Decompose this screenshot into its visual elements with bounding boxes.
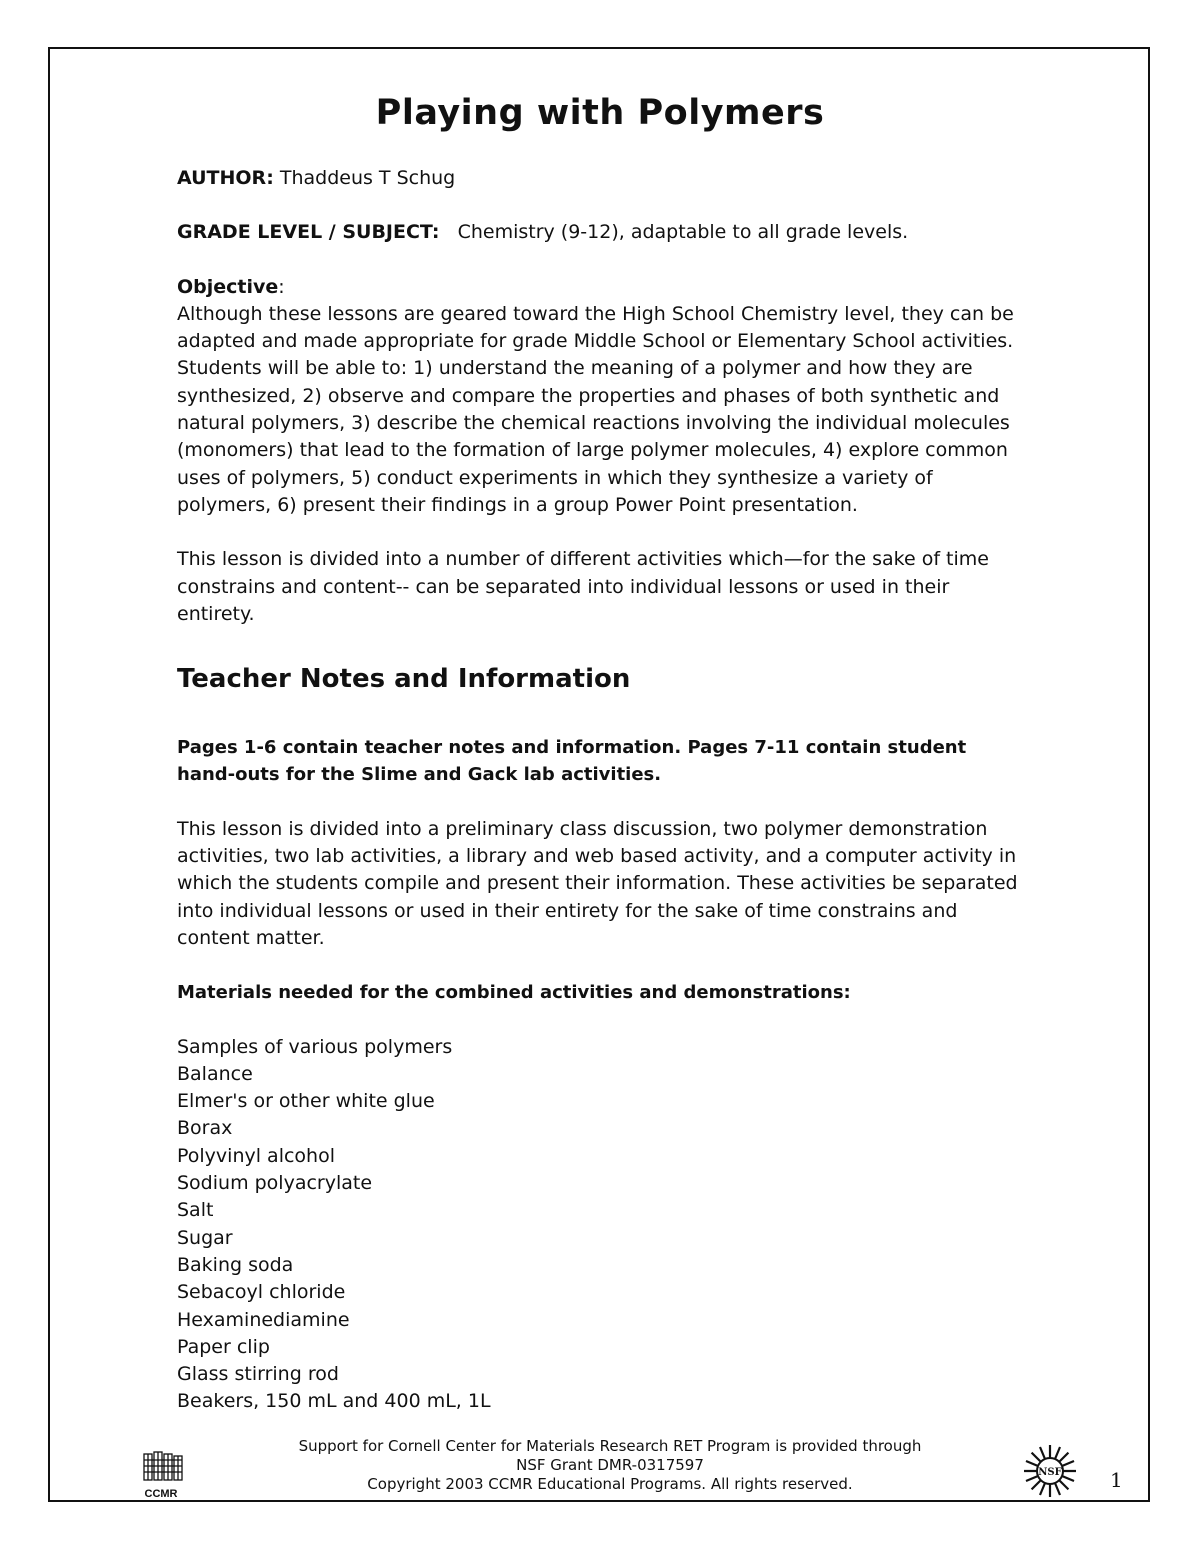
document-body xyxy=(177,165,1027,1416)
nsf-logo-icon xyxy=(1022,1443,1078,1499)
page-number: 1 xyxy=(1110,1468,1123,1492)
page-title: Playing with Polymers xyxy=(375,93,825,133)
list-item: Sebacoyl chloride xyxy=(177,1281,346,1304)
materials-heading: Materials needed for the combined activities and demonstrations: xyxy=(177,982,851,1004)
footer-line-1: Support for Cornell Center for Materials Research RET Program is provided through xyxy=(298,1437,922,1455)
author-value: Thaddeus T Schug xyxy=(279,167,456,189)
list-item: Sugar xyxy=(177,1226,233,1249)
materials-list xyxy=(177,1034,1027,1416)
objective-label: Objective xyxy=(177,275,279,298)
grade-line xyxy=(177,219,1027,246)
list-item: Elmer's or other white glue xyxy=(177,1090,435,1113)
objective-heading xyxy=(177,274,1027,301)
list-item: Glass stirring rod xyxy=(177,1363,339,1386)
footer-line-2: NSF Grant DMR-0317597 xyxy=(516,1456,704,1474)
list-item: Hexaminediamine xyxy=(177,1308,350,1331)
author-line xyxy=(177,165,1027,192)
footer xyxy=(240,1437,980,1494)
lesson-paragraph: This lesson is divided into a preliminary class discussion, two polymer demonstration activities, two lab activities, a library and web based activity, and a computer activity in which the students compile and present their information. These activities be separated into individual lessons or used in their entirety for the sake of time constrains and content matter. xyxy=(177,817,1018,949)
list-item: Polyvinyl alcohol xyxy=(177,1144,335,1167)
list-item: Borax xyxy=(177,1117,233,1140)
nsf-logo-text: NSF xyxy=(1038,1467,1062,1478)
list-item: Paper clip xyxy=(177,1335,270,1358)
list-item: Balance xyxy=(177,1062,253,1085)
footer-line-3: Copyright 2003 CCMR Educational Programs. All rights reserved. xyxy=(367,1475,853,1493)
section-heading: Teacher Notes and Information xyxy=(177,664,631,695)
ccmr-logo-text: CCMR xyxy=(144,1488,178,1500)
list-item: Beakers, 150 mL and 400 mL, 1L xyxy=(177,1390,491,1413)
list-item: Sodium polyacrylate xyxy=(177,1172,373,1195)
list-item: Baking soda xyxy=(177,1253,294,1276)
objective-paragraph: Although these lessons are geared toward the High School Chemistry level, they can be adapted and made appropriate for grade Middle School or Elementary School activities. Students will be able to: 1) understand the meaning of a polymer and how they are synthesized, 2) observe and compare the properties and phases of both synthetic and natural polymers, 3) describe the chemical reactions involving the individual molecules (monomers) that lead to the formation of large polymer molecules, 4) explore common uses of polymers, 5) conduct experiments in which they synthesize a variety of polymers, 6) present their findings in a group Power Point presentation. xyxy=(177,302,1014,516)
author-label: AUTHOR: xyxy=(177,167,274,189)
intro-paragraph: This lesson is divided into a number of different activities which—for the sake of time constrains and content-- can be separated into individual lessons or used in their entirety. xyxy=(177,548,989,625)
objective-colon: : xyxy=(278,275,285,298)
grade-value: Chemistry (9-12), adaptable to all grade levels. xyxy=(457,221,909,244)
pages-note: Pages 1-6 contain teacher notes and information. Pages 7-11 contain student hand-outs for the Slime and Gack lab activities. xyxy=(177,737,967,786)
list-item: Samples of various polymers xyxy=(177,1035,453,1058)
grade-label: GRADE LEVEL / SUBJECT: xyxy=(177,221,440,244)
list-item: Salt xyxy=(177,1199,214,1222)
